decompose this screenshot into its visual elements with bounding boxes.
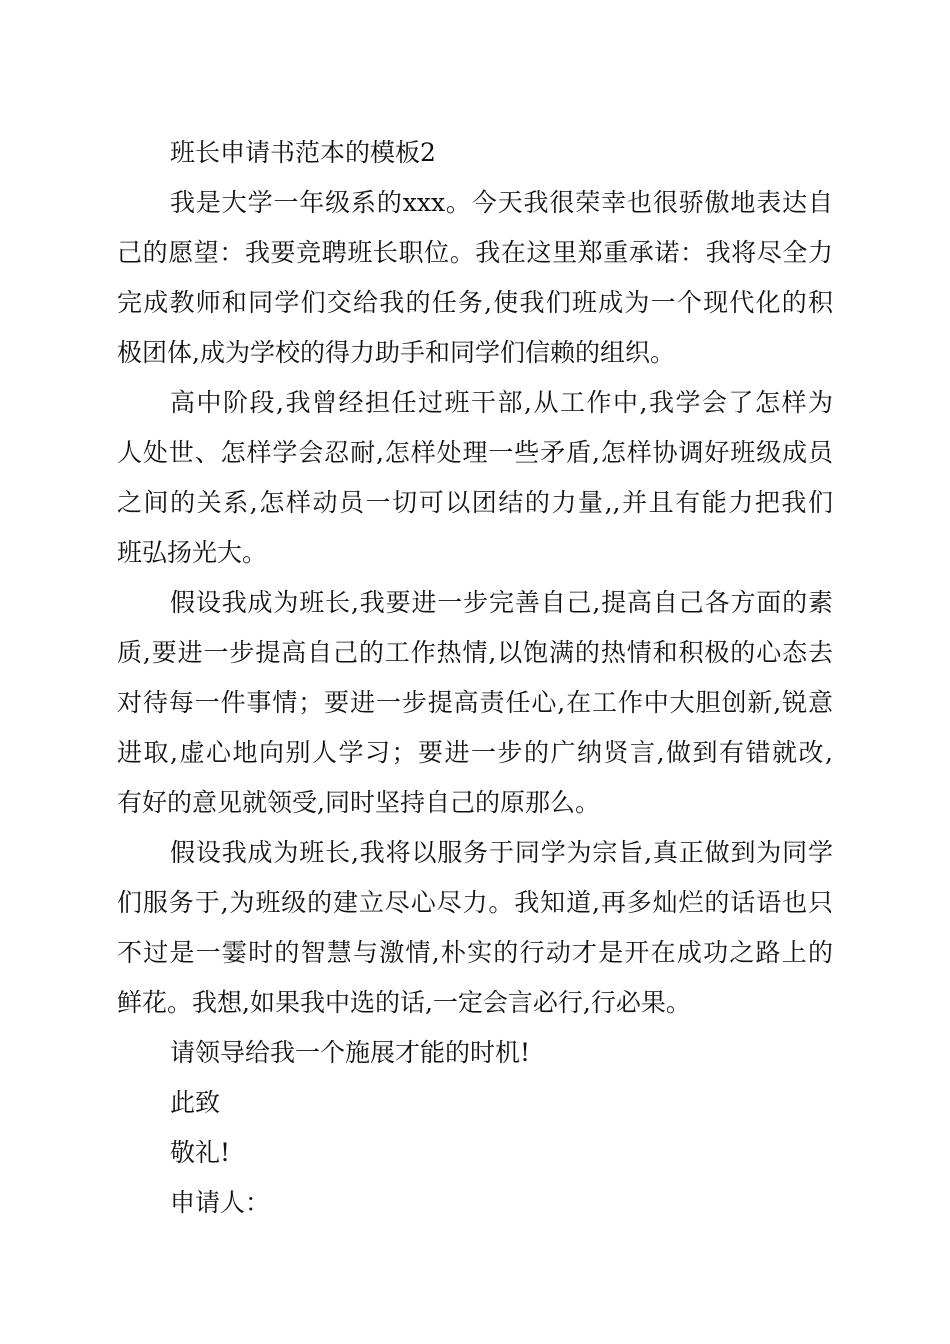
paragraph-line: 有好的意见就领受,同时坚持自己的原那么。 bbox=[117, 788, 600, 817]
paragraph-line: 进取,虚心地向别人学习；要进一步的广纳贤言,做到有错就改, bbox=[117, 738, 833, 767]
paragraph-line: 假设我成为班长,我要进一步完善自己,提高自己各方面的素 bbox=[170, 588, 833, 617]
paragraph-line: 高中阶段,我曾经担任过班干部,从工作中,我学会了怎样为 bbox=[170, 388, 833, 417]
paragraph-2 bbox=[117, 378, 833, 578]
applicant-label: 申请人： bbox=[170, 1188, 271, 1217]
closing-salutation: 此致 bbox=[170, 1088, 221, 1117]
closing-request: 请领导给我一个施展才能的时机! bbox=[170, 1038, 531, 1067]
paragraph-line: 不过是一霎时的智慧与激情,朴实的行动才是开在成功之路上的 bbox=[117, 938, 833, 967]
paragraph-line: 己的愿望：我要竞聘班长职位。我在这里郑重承诺：我将尽全力 bbox=[117, 238, 833, 267]
paragraph-line: 对待每一件事情；要进一步提高责任心,在工作中大胆创新,锐意 bbox=[117, 688, 833, 717]
paragraph-line: 我是大学一年级系的xxx。今天我很荣幸也很骄傲地表达自 bbox=[170, 188, 833, 217]
paragraph-line: 们服务于,为班级的建立尽心尽力。我知道,再多灿烂的话语也只 bbox=[117, 888, 833, 917]
document-body bbox=[117, 128, 833, 1228]
closing-regards: 敬礼! bbox=[170, 1138, 231, 1167]
paragraph-line: 假设我成为班长,我将以服务于同学为宗旨,真正做到为同学 bbox=[170, 838, 833, 867]
document-title: 班长申请书范本的模板2 bbox=[170, 138, 436, 167]
paragraph-line: 人处世、怎样学会忍耐,怎样处理一些矛盾,怎样协调好班级成员 bbox=[117, 438, 833, 467]
paragraph-line: 质,要进一步提高自己的工作热情,以饱满的热情和积极的心态去 bbox=[117, 638, 833, 667]
paragraph-4 bbox=[117, 828, 833, 1028]
closing-block bbox=[117, 1028, 833, 1228]
paragraph-line: 极团体,成为学校的得力助手和同学们信赖的组织。 bbox=[117, 338, 675, 367]
paragraph-line: 完成教师和同学们交给我的任务,使我们班成为一个现代化的积 bbox=[117, 288, 833, 317]
paragraph-line: 班弘扬光大。 bbox=[117, 538, 268, 567]
paragraph-3 bbox=[117, 578, 833, 828]
paragraph-line: 之间的关系,怎样动员一切可以团结的力量,,并且有能力把我们 bbox=[117, 488, 833, 517]
paragraph-1 bbox=[117, 178, 833, 378]
paragraph-line: 鲜花。我想,如果我中选的话,一定会言必行,行必果。 bbox=[117, 988, 691, 1017]
